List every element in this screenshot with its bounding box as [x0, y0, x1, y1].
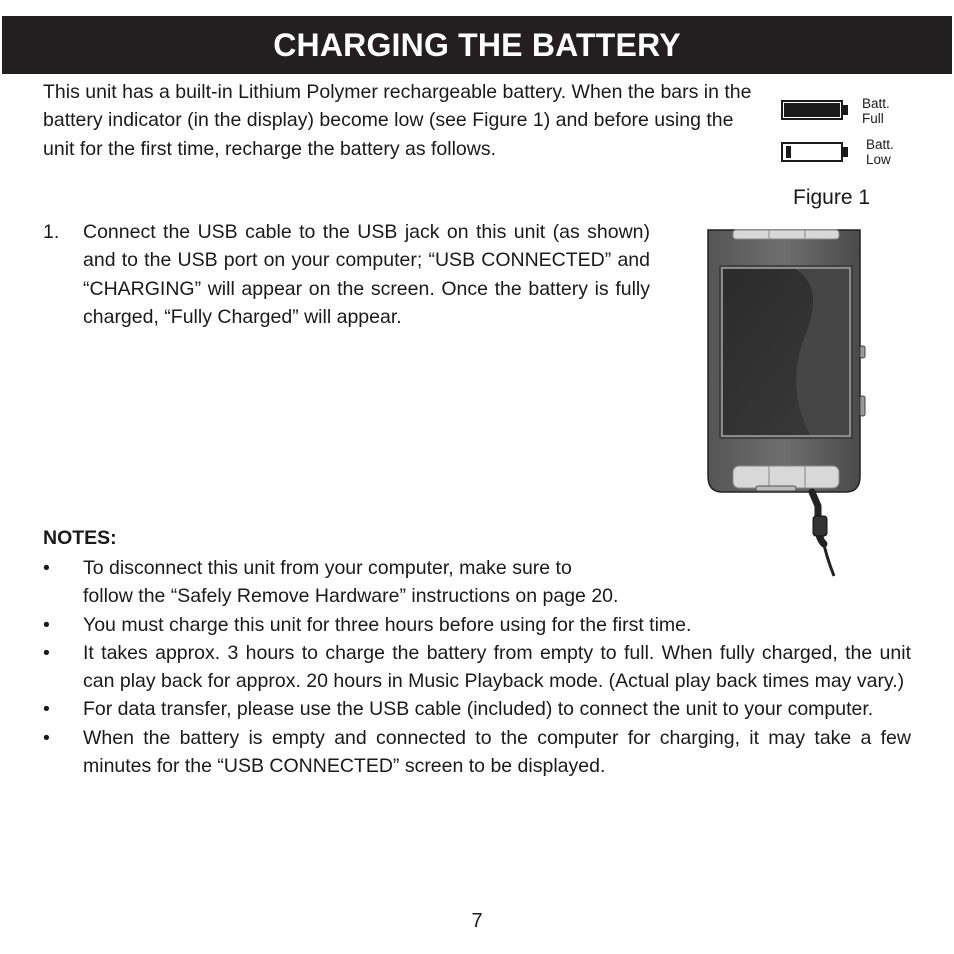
figure-caption: Figure 1 — [793, 186, 871, 209]
step-number: 1. — [43, 221, 60, 243]
step-text: Connect the USB cable to the USB jack on this unit (as shown) and to the USB port on your computer; “USB CONNECTED” and “CHARGING” will appear on the screen. Once the battery is fully charged, “Fully Charged” will appear. — [83, 221, 650, 328]
batt-full-label: Batt. Full — [862, 96, 890, 126]
note-item: • When the battery is empty and connected to the computer for charging, it may take a few minutes for the “USB CONNECTED” screen to be displayed. — [43, 726, 911, 778]
note-item: • You must charge this unit for three hours before using for the first time. — [43, 613, 692, 636]
note-item: • For data transfer, please use the USB cable (included) to connect the unit to your computer. — [43, 698, 874, 721]
note-item: • It takes approx. 3 hours to charge the battery from empty to full. When fully charged, the unit can play back for approx. 20 hours in Music Playback mode. (Actual play back times may vary.) — [43, 641, 911, 693]
intro-paragraph: This unit has a built-in Lithium Polymer rechargeable battery. When the bars in the battery indicator (in the display) become low (see Figure 1) and before using the unit for the first time, recharge the battery as follows. — [43, 81, 752, 160]
step-1 — [43, 218, 650, 331]
top-buttons — [733, 230, 839, 239]
device-illustration — [700, 226, 872, 581]
notes-title: NOTES: — [43, 527, 117, 549]
side-button — [860, 346, 865, 358]
title-banner — [2, 16, 952, 74]
usb-jack — [756, 486, 796, 491]
usb-connector — [813, 516, 827, 536]
page-number: 7 — [471, 910, 483, 932]
bottom-buttons — [733, 466, 839, 488]
note-item: • To disconnect this unit from your computer, make sure to follow the “Safely Remove Hardware” instructions on page 20. — [43, 557, 619, 608]
side-slider — [860, 396, 865, 416]
notes-list — [43, 554, 911, 780]
page-title: CHARGING THE BATTERY — [273, 26, 681, 63]
batt-low-label: Batt. Low — [866, 137, 894, 167]
